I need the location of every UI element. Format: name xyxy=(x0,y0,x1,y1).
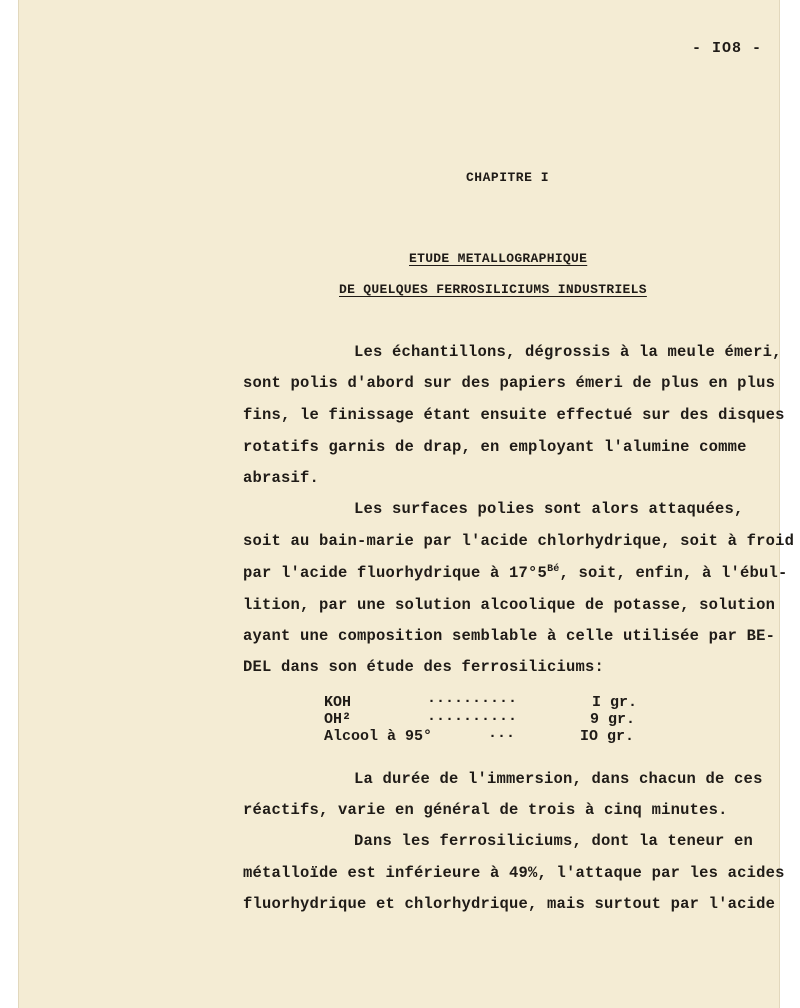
paragraph-2-line-3 xyxy=(243,564,788,582)
paragraph-2-line-5: ayant une composition semblable à celle utilisée par BE- xyxy=(243,627,776,645)
formula-dots: .......... xyxy=(427,690,518,707)
formula-quantity: I gr. xyxy=(592,694,638,711)
paragraph-2-line-3-end: , soit, enfin, à l'ébul- xyxy=(559,564,788,582)
paragraph-4-line-1: Dans les ferrosiliciums, dont la teneur en xyxy=(354,832,754,850)
formula-dots: ... xyxy=(488,725,516,742)
paragraph-2-line-4: lition, par une solution alcoolique de potasse, solution xyxy=(243,596,776,614)
title-line-2: DE QUELQUES FERROSILICIUMS INDUSTRIELS xyxy=(339,282,647,297)
formula-item: Alcool à 95° xyxy=(324,728,433,745)
paragraph-4-line-2: métalloïde est inférieure à 49%, l'attaque par les acides xyxy=(243,864,785,882)
formula-dots: .......... xyxy=(427,708,518,725)
chapter-heading: CHAPITRE I xyxy=(466,170,550,185)
formula-quantity: 9 gr. xyxy=(590,711,636,728)
paragraph-1-line-5: abrasif. xyxy=(243,469,320,487)
paragraph-1-line-4: rotatifs garnis de drap, en employant l'alumine comme xyxy=(243,438,747,456)
paragraph-2-line-1: Les surfaces polies sont alors attaquées, xyxy=(354,500,744,518)
page-number: - IO8 - xyxy=(692,40,763,57)
paragraph-2-line-3-start: par l'acide fluorhydrique à 17°5 xyxy=(243,564,548,582)
paragraph-1-line-2: sont polis d'abord sur des papiers émeri de plus en plus xyxy=(243,374,776,392)
formula-quantity: IO gr. xyxy=(580,728,635,745)
formula-item: OH² xyxy=(324,711,352,728)
paragraph-2-line-6: DEL dans son étude des ferrosiliciums: xyxy=(243,658,605,676)
paragraph-3-line-2: réactifs, varie en général de trois à cinq minutes. xyxy=(243,801,728,819)
title-line-1: ETUDE METALLOGRAPHIQUE xyxy=(409,251,588,266)
paragraph-1-line-3: fins, le finissage étant ensuite effectué sur des disques xyxy=(243,406,785,424)
baume-superscript: Bé xyxy=(547,563,560,575)
paragraph-3-line-1: La durée de l'immersion, dans chacun de ces xyxy=(354,770,763,788)
paragraph-2-line-2: soit au bain-marie par l'acide chlorhydrique, soit à froid xyxy=(243,532,795,550)
paragraph-1-line-1: Les échantillons, dégrossis à la meule émeri, xyxy=(354,343,782,361)
paragraph-4-line-3: fluorhydrique et chlorhydrique, mais surtout par l'acide xyxy=(243,895,776,913)
formula-item: KOH xyxy=(324,694,352,711)
